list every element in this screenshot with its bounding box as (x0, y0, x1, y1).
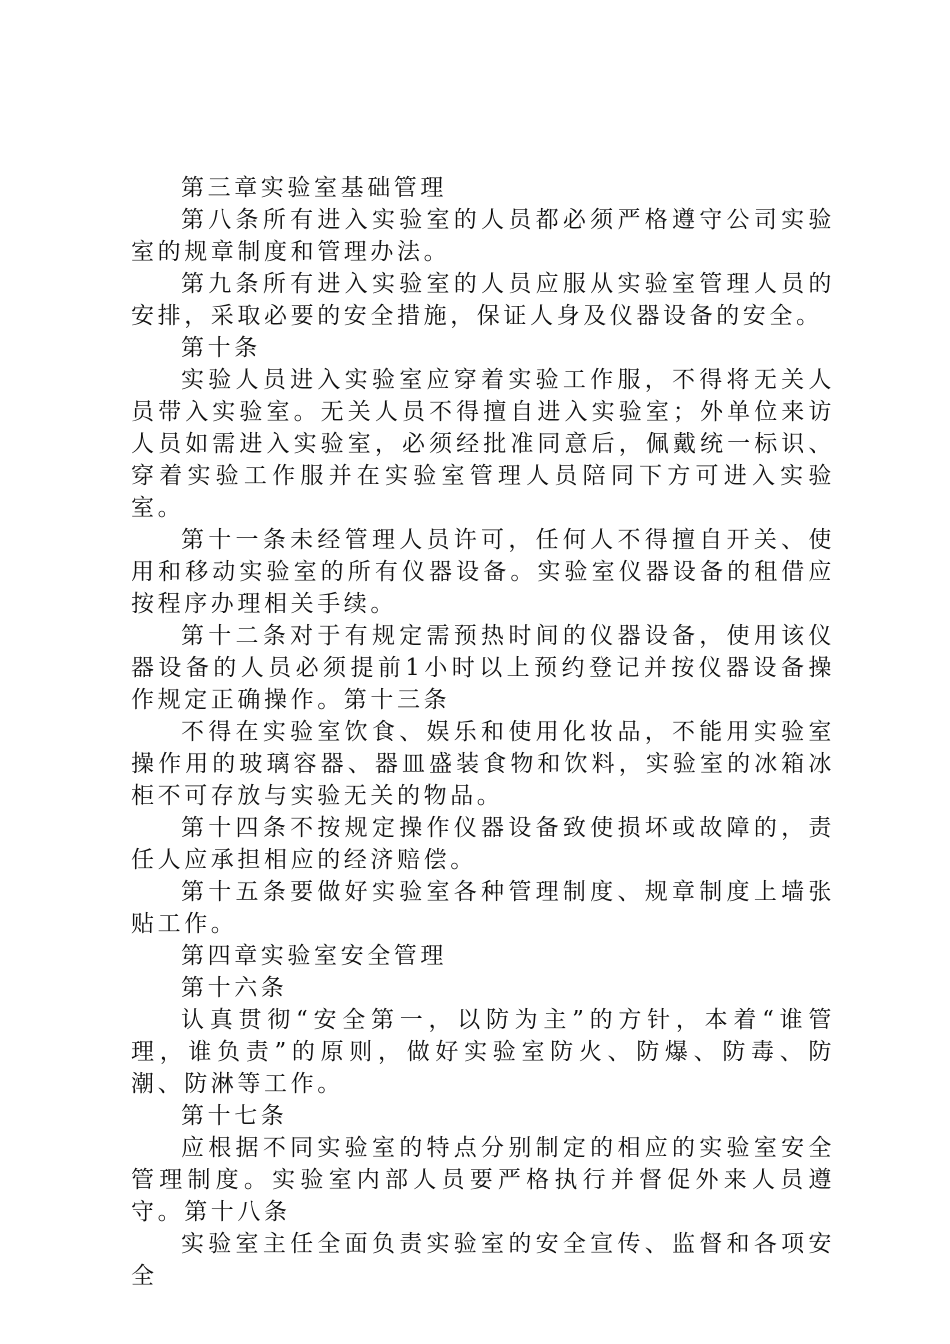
article-paragraph: 第九条所有进入实验室的人员应服从实验室管理人员的安排，采取必要的安全措施，保证人身及仪器设备的安全。 (131, 271, 835, 329)
article-paragraph: 第十五条要做好实验室各种管理制度、规章制度上墙张贴工作。 (131, 879, 835, 937)
article-paragraph: 实验室主任全面负责实验室的安全宣传、监督和各项安全 (131, 1231, 835, 1289)
article-paragraph: 实验人员进入实验室应穿着实验工作服，不得将无关人员带入实验室。无关人员不得擅自进入实验室；外单位来访人员如需进入实验室，必须经批准同意后，佩戴统一标识、穿着实验工作服并在实验室管理人员陪同下方可进入实验室。 (131, 367, 835, 521)
article-paragraph: 不得在实验室饮食、娱乐和使用化妆品，不能用实验室操作用的玻璃容器、器皿盛装食物和饮料，实验室的冰箱冰柜不可存放与实验无关的物品。 (131, 719, 835, 809)
chapter-heading: 第三章实验室基础管理 (181, 175, 447, 201)
article-paragraph: 第八条所有进入实验室的人员都必须严格遵守公司实验室的规章制度和管理办法。 (131, 207, 835, 265)
article-paragraph: 第十四条不按规定操作仪器设备致使损坏或故障的，责任人应承担相应的经济赔偿。 (131, 815, 835, 873)
article-paragraph: 第十二条对于有规定需预热时间的仪器设备，使用该仪器设备的人员必须提前1小时以上预约登记并按仪器设备操作规定正确操作。第十三条 (131, 623, 835, 713)
article-paragraph: 认真贯彻“安全第一，以防为主”的方针，本着“谁管理，谁负责”的原则，做好实验室防火、防爆、防毒、防潮、防淋等工作。 (131, 1007, 835, 1097)
article-heading: 第十条 (181, 335, 261, 361)
chapter-heading: 第四章实验室安全管理 (181, 943, 447, 969)
article-paragraph: 第十一条未经管理人员许可，任何人不得擅自开关、使用和移动实验室的所有仪器设备。实验室仪器设备的租借应按程序办理相关手续。 (131, 527, 835, 617)
article-paragraph: 应根据不同实验室的特点分别制定的相应的实验室安全管理制度。实验室内部人员要严格执行并督促外来人员遵守。第十八条 (131, 1135, 835, 1225)
document-body (131, 172, 835, 1292)
article-heading: 第十六条 (181, 975, 288, 1001)
article-heading: 第十七条 (181, 1103, 288, 1129)
